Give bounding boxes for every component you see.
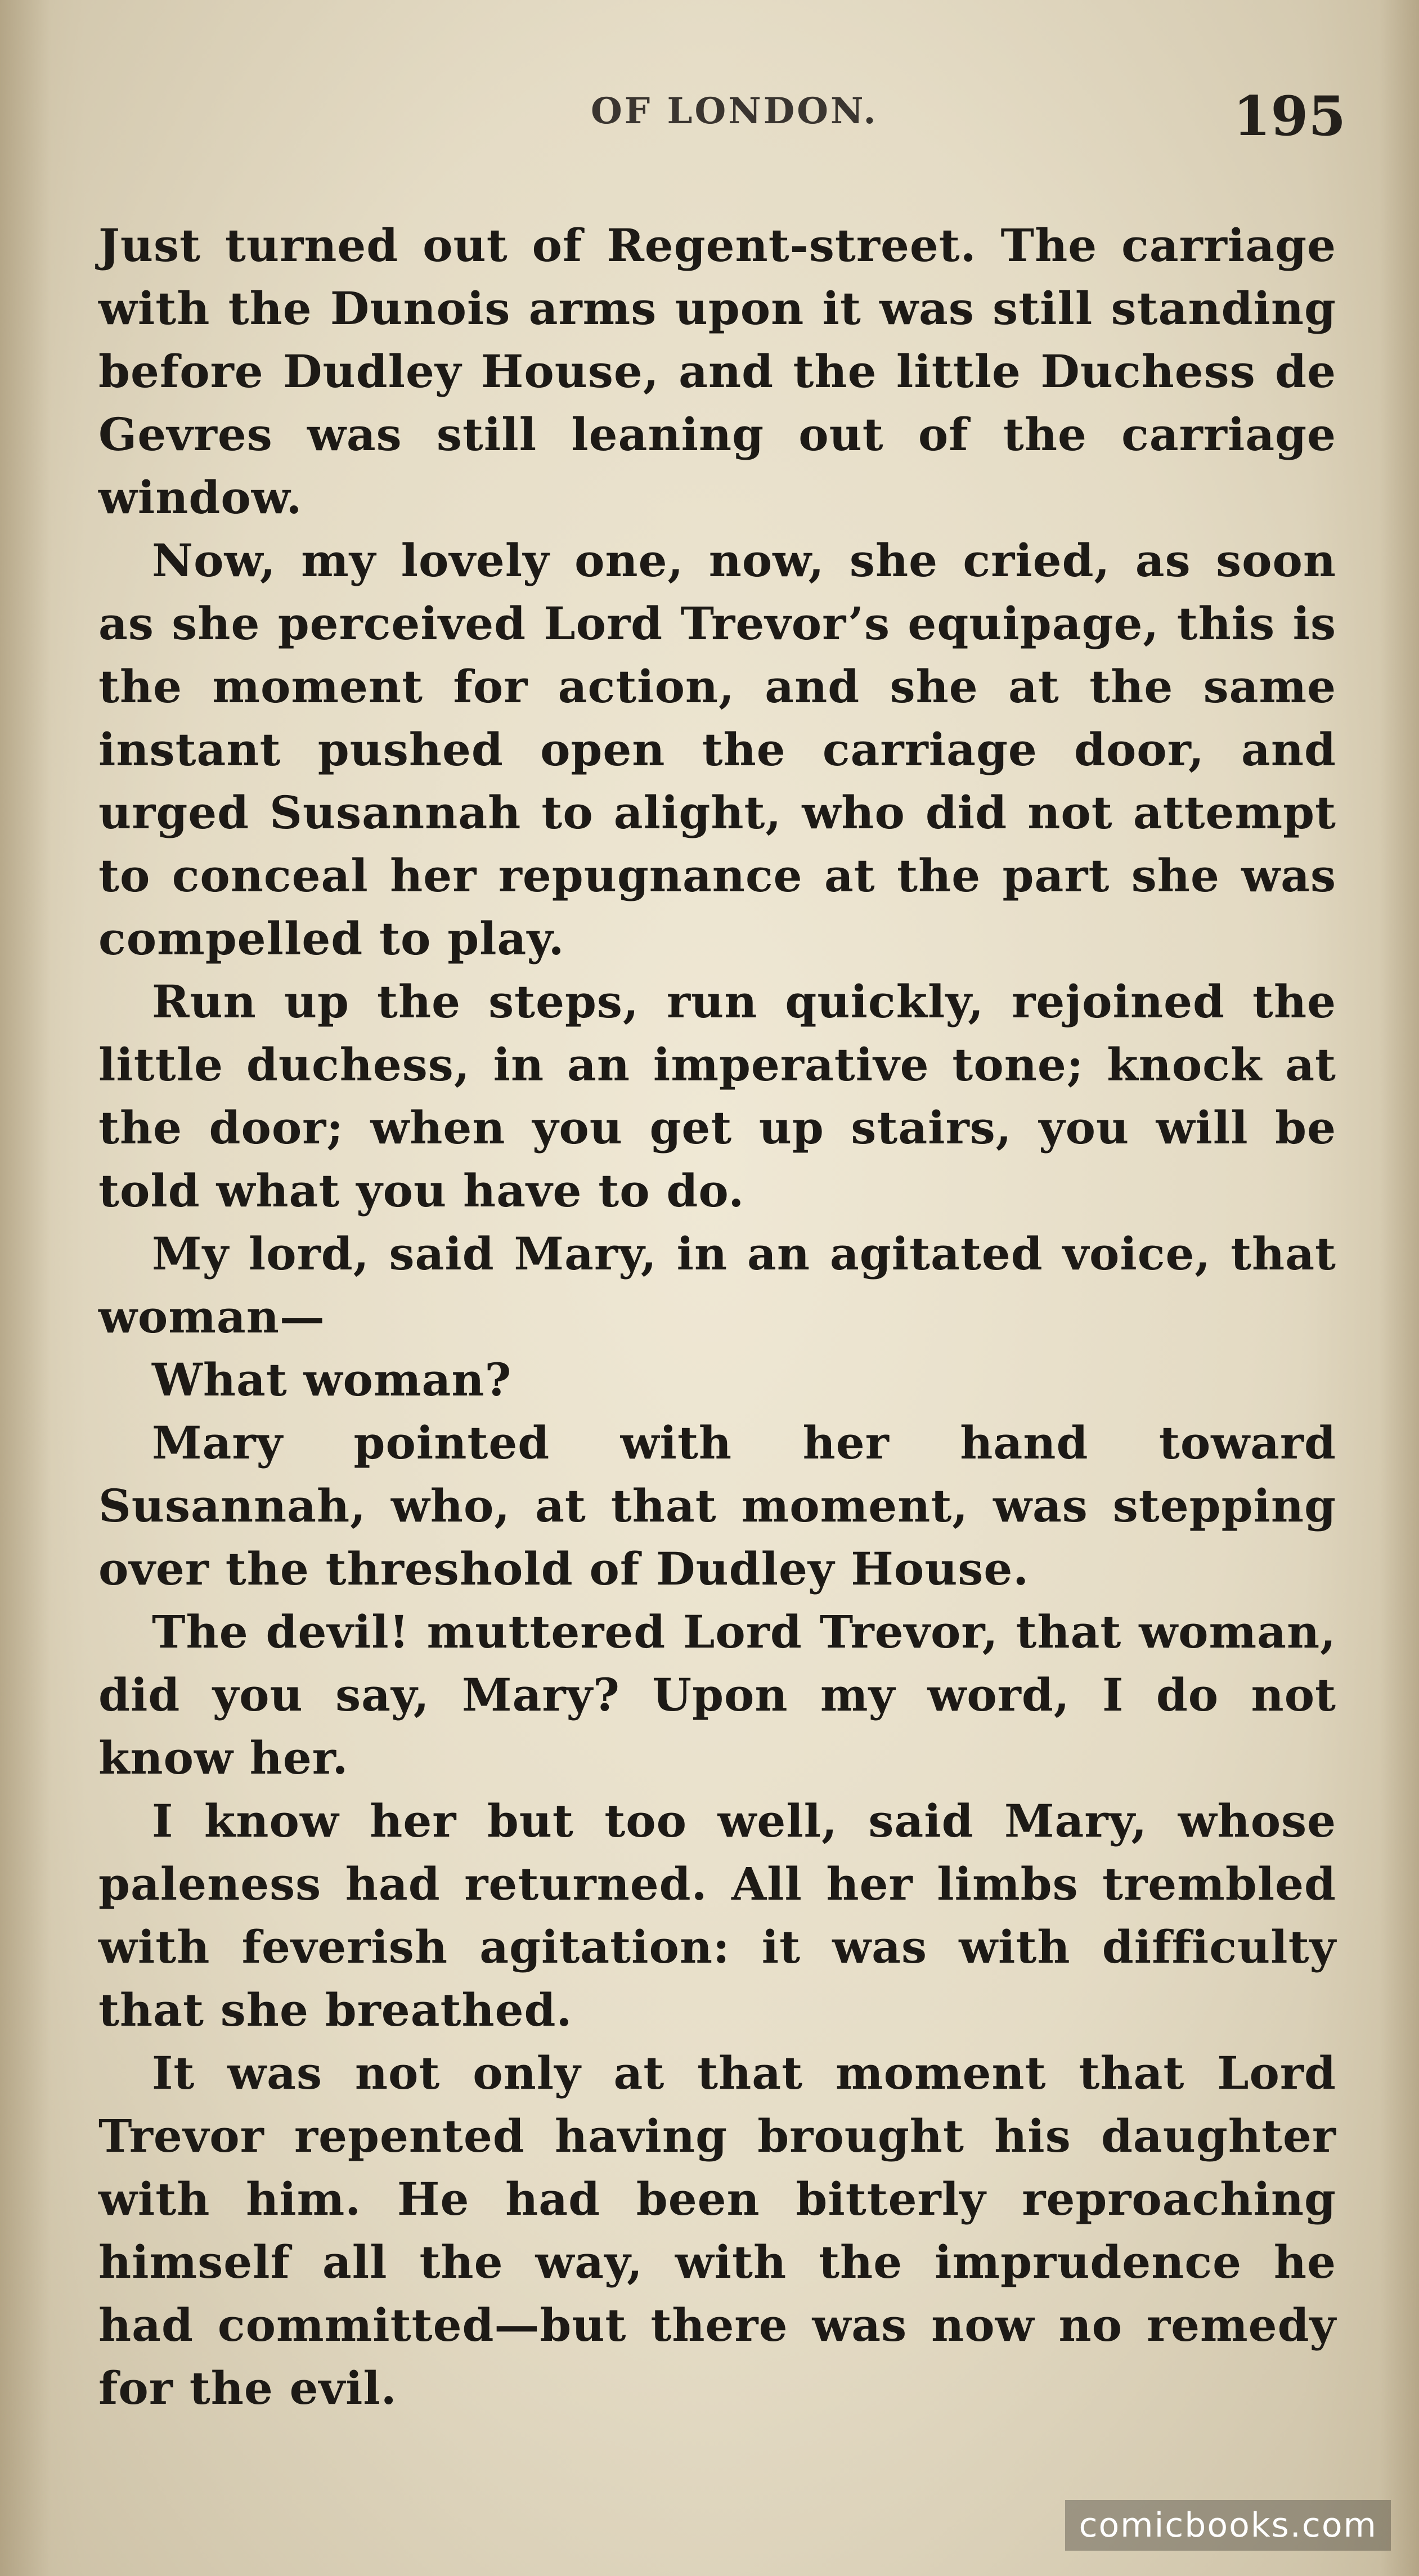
paragraph: The devil! muttered Lord Trevor, that woman, did you say, Mary? Upon my word, I do not know her. (98, 1605, 1336, 1784)
paragraph: Mary pointed with her hand toward Susannah, who, at that moment, was stepping over the threshold of Dudley House. (98, 1416, 1336, 1595)
watermark: comicbooks.com (1065, 2500, 1391, 2551)
running-head: OF LONDON. (591, 90, 878, 132)
page-number: 195 (1233, 84, 1346, 148)
paragraph: My lord, said Mary, in an agitated voice, that woman— (98, 1227, 1336, 1343)
paragraph: Just turned out of Regent-street. The carriage with the Dunois arms upon it was still standing before Dudley House, and the little Duchess de Gevres was still leaning out of the carriage window. (98, 219, 1336, 524)
body-text (98, 214, 1336, 2420)
paragraph: Now, my lovely one, now, she cried, as soon as she perceived Lord Trevor’s equipage, this is the moment for action, and she at the same instant pushed open the carriage door, and urged Susannah to alight, who did not attempt to conceal her repugnance at the part she was compelled to play. (98, 534, 1336, 965)
paragraph: It was not only at that moment that Lord Trevor repented having brought his daughter with him. He had been bitterly reproaching himself all the way, with the imprudence he had committed—but there was now no remedy for the evil. (98, 2047, 1336, 2415)
paragraph: Run up the steps, run quickly, rejoined the little duchess, in an imperative tone; knock at the door; when you get up stairs, you will be told what you have to do. (98, 975, 1336, 1217)
paragraph: What woman? (152, 1353, 512, 1406)
paragraph: I know her but too well, said Mary, whose paleness had returned. All her limbs trembled with feverish agitation: it was with difficulty that she breathed. (98, 1794, 1336, 2036)
